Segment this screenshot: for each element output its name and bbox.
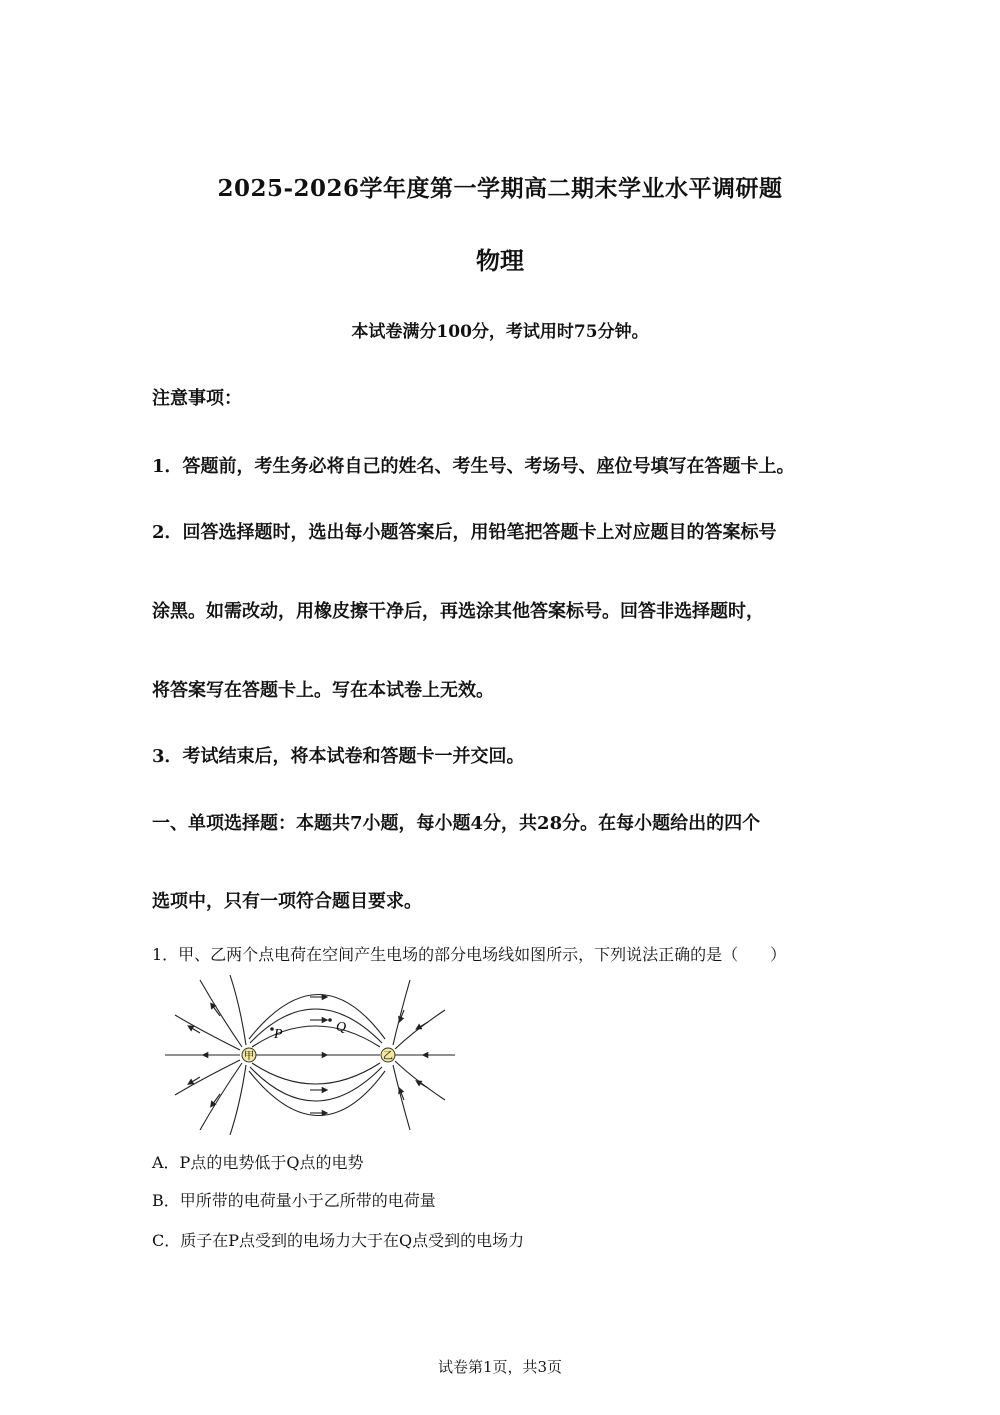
subject-title: 物理 xyxy=(476,246,524,275)
question-1-option-b: B．甲所带的电荷量小于乙所带的电荷量 xyxy=(152,1191,436,1210)
note-item-2-line-1: 2．回答选择题时，选出每小题答案后，用铅笔把答题卡上对应题目的答案标号 xyxy=(152,522,777,543)
point-q-label: Q xyxy=(336,1020,347,1035)
note-item-2-line-3: 将答案写在答题卡上。写在本试卷上无效。 xyxy=(152,680,494,701)
notes-heading: 注意事项： xyxy=(152,388,242,409)
page-footer: 试卷第1页，共3页 xyxy=(437,1358,563,1376)
question-1-option-c: C．质子在P点受到的电场力大于在Q点受到的电场力 xyxy=(152,1231,525,1250)
question-1-option-a: A．P点的电势低于Q点的电势 xyxy=(152,1153,364,1172)
note-item-3: 3．考试结束后，将本试卷和答题卡一并交回。 xyxy=(152,746,525,767)
charge-a-label: 甲 xyxy=(244,1051,254,1062)
note-item-2-line-2: 涂黑。如需改动，用橡皮擦干净后，再选涂其他答案标号。回答非选择题时， xyxy=(152,601,764,622)
question-1-stem: 1．甲、乙两个点电荷在空间产生电场的部分电场线如图所示，下列说法正确的是（ ） xyxy=(152,945,787,964)
exam-title: 2025-2026学年度第一学期高二期末学业水平调研题 xyxy=(217,175,783,202)
point-q-dot xyxy=(328,1018,332,1022)
section-heading-line-2: 选项中，只有一项符合题目要求。 xyxy=(152,891,422,912)
charge-b-label: 乙 xyxy=(383,1051,393,1062)
note-item-1: 1．答题前，考生务必将自己的姓名、考生号、考场号、座位号填写在答题卡上。 xyxy=(152,456,795,477)
point-p-label: P xyxy=(274,1027,283,1042)
electric-field-diagram xyxy=(160,975,460,1135)
section-heading-line-1: 一、单项选择题：本题共7小题，每小题4分，共28分。在每小题给出的四个 xyxy=(152,813,761,834)
field-lines xyxy=(165,975,455,1135)
exam-info: 本试卷满分100分，考试用时75分钟。 xyxy=(351,322,649,342)
